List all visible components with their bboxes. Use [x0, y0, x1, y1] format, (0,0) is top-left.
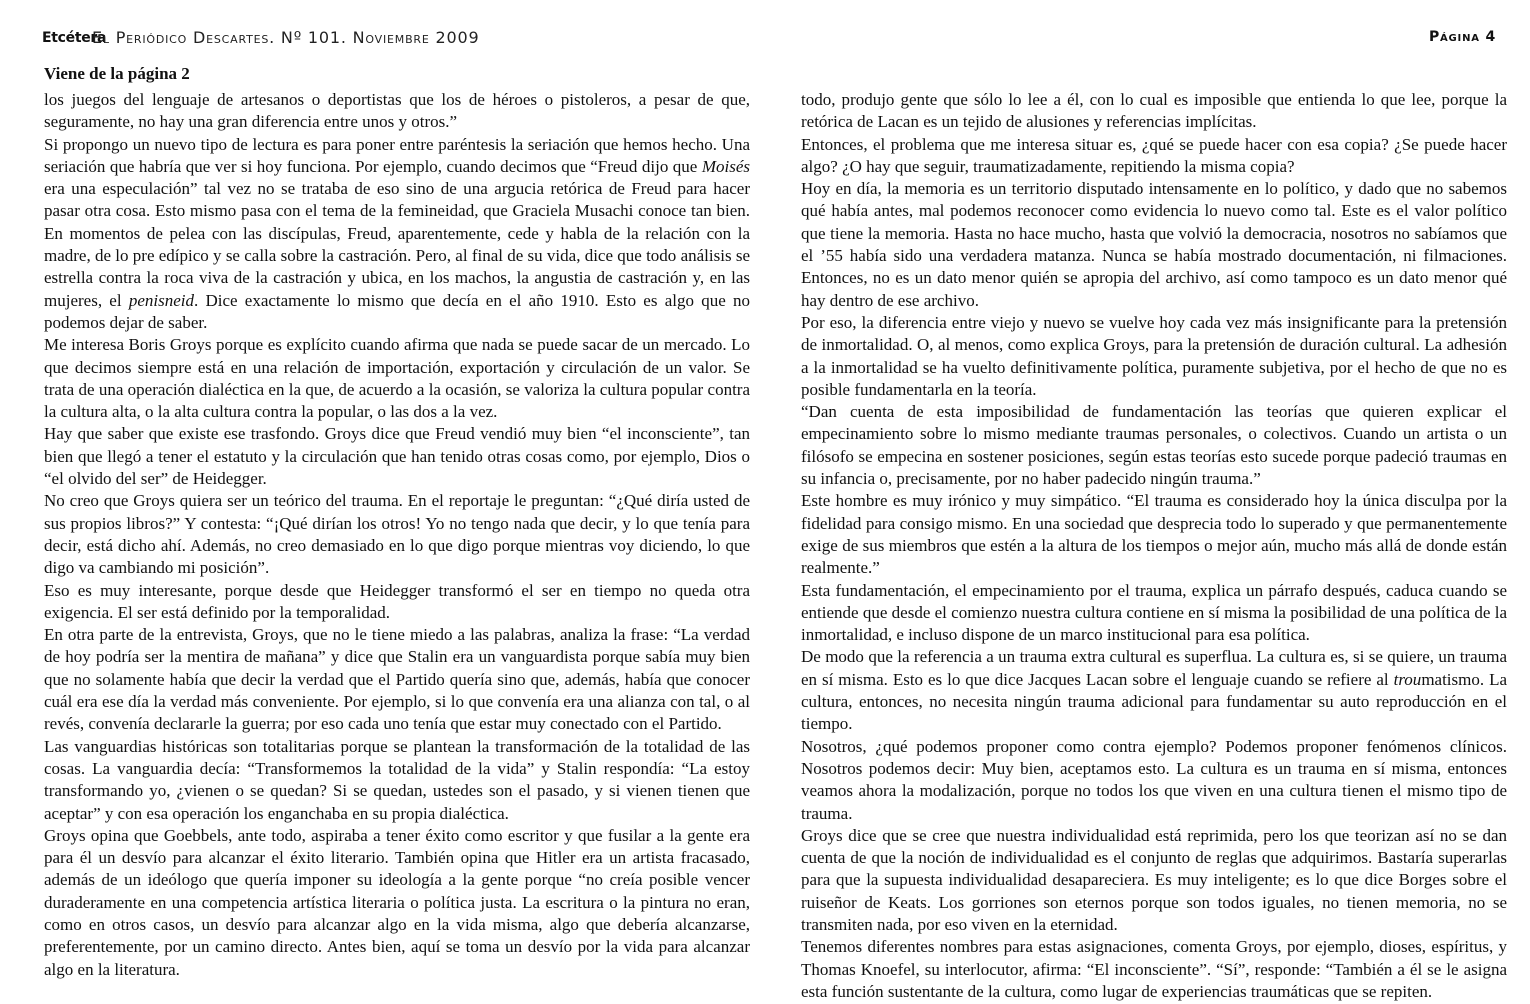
italic-text: trou	[1393, 669, 1422, 689]
paragraph-text: Esta fundamentación, el empecinamiento por el trauma, explica un párrafo después, caduca cuando se entiende que desde el comienzo nuestra cultura contiene en sí misma la posibilidad de una política de la inmortalidad, e incluso dispone de un marco institucional para esa política.	[801, 580, 1507, 645]
paragraph-text: era una especulación” tal vez no se trataba de eso sino de una argucia retórica de Freud para hacer pasar otra cosa. Esto mismo pasa con el tema de la femineidad, que Graciela Musachi conoce tan bien. En momentos de pelea con las discípulas, Freud, aparentemente, cede y habla de la relación con la madre, de lo pre edípico y se calla sobre la castración. Pero, al final de su vida, dice que todo análisis se estrella contra la roca viva de la castración y ubica, en los machos, la angustia de castración y, en las mujeres, el	[44, 179, 750, 310]
paragraph	[801, 134, 1507, 179]
paragraph	[44, 736, 750, 825]
paragraph-text: Hoy en día, la memoria es un territorio disputado intensamente en lo político, y dado que no sabemos qué había antes, mal podemos reconocer como evidencia lo nuevo como tal. Este es el valor político que tiene la memoria. Hasta no hace mucho, hasta que volvió la democracia, nosotros no sabíamos que el ’55 había sido una verdadera matanza. Nunca se había mostrado documentación, ni filmaciones. Entonces, no es un dato menor quién se apropia del archivo, así como tampoco es un dato menor qué hay dentro de ese archivo.	[801, 179, 1507, 310]
paragraph	[801, 401, 1507, 490]
paragraph	[44, 334, 750, 423]
paragraph-text: Groys opina que Goebbels, ante todo, aspiraba a tener éxito como escritor y que fusilar a la gente era para él un desvío para alcanzar el éxito literario. También opina que Hitler era un artista fracasado, además de un ideólogo que quería imponer su ideología a la gente porque “no creía posible vencer duraderamente en una competencia artística literaria o política justa. La escritura o la pintura no eran, como en otros casos, un desvío para alcanzar algo en la vida misma, algo que debería alcanzarse, preferentemente, por un camino directo. Antes bien, aquí se toma un desvío por la vida para alcanzar algo en la literatura.	[44, 825, 750, 979]
paragraph-text: “Dan cuenta de esta imposibilidad de fundamentación las teorías que quieren explicar el empecinamiento sobre lo mismo mediante traumas personales, o colectivos. Cuando un artista o un filósofo se empecina en sostener posiciones, según estas teorías esto sucede porque padeció traumas en su infancia o, precisamente, por no haber padecido ningún trauma.”	[801, 402, 1507, 489]
paragraph	[801, 936, 1507, 1003]
paragraph	[44, 825, 750, 981]
continued-from-heading: Viene de la página 2	[44, 64, 190, 83]
brand-logo: Etcétera	[42, 30, 107, 46]
paragraph	[801, 490, 1507, 579]
paragraph	[801, 825, 1507, 936]
page-header	[40, 28, 1498, 50]
paragraph	[801, 736, 1507, 825]
issue-info: El Periódico Descartes. Nº 101. Noviembre 2009	[92, 28, 480, 47]
paragraph-text: Por eso, la diferencia entre viejo y nuevo se vuelve hoy cada vez más insignificante para la pretensión de inmortalidad. O, al menos, como explica Groys, para la pretensión de duración cultural. La adhesión a la inmortalidad se ha vuelto definitivamente política, puramente subjetiva, por el hecho de que no es posible fundamentarla en la teoría.	[801, 312, 1507, 399]
paragraph-text: Tenemos diferentes nombres para estas asignaciones, comenta Groys, por ejemplo, dioses, espíritus, y Thomas Knoefel, su interlocutor, afirma: “El inconsciente”. “Sí”, responde: “También a él se le asigna esta función sustentante de la cultura, como lugar de experiencias traumáticas que se repiten.	[801, 937, 1507, 1001]
paragraph-text: Este hombre es muy irónico y muy simpático. “El trauma es considerado hoy la única disculpa por la fidelidad para consigo mismo. En una sociedad que desprecia todo lo superado y que permanentemente exige de sus miembros que estén a la altura de los tiempos o mejor aún, mucho más allá de donde están realmente.”	[801, 491, 1507, 578]
paragraph-text: Entonces, el problema que me interesa situar es, ¿qué se puede hacer con esa copia? ¿Se puede hacer algo? ¿O hay que seguir, traumatizadamente, repitiendo la misma copia?	[801, 134, 1507, 176]
paragraph-text: No creo que Groys quiera ser un teórico del trauma. En el reportaje le preguntan: “¿Qué diría usted de sus propios libros?” Y contesta: “¡Qué dirían los otros! Yo no tengo nada que decir, y lo que tenía para decir, está dicho ahí. Además, no creo demasiado en lo que digo porque mientras voy diciendo, lo que digo va cambiando mi posición”.	[44, 491, 750, 578]
paragraph	[44, 490, 750, 579]
paragraph	[44, 89, 750, 134]
paragraph-text: De modo que la referencia a un trauma extra cultural es superflua. La cultura es, si se quiere, un trauma en sí misma. Esto es lo que dice Jacques Lacan sobre el lenguaje cuando se refiere al	[801, 647, 1507, 689]
paragraph-text: Eso es muy interesante, porque desde que Heidegger transformó el ser en tiempo no queda otra exigencia. El ser está definido por la temporalidad.	[44, 580, 750, 622]
page-number: Página 4	[1428, 29, 1496, 45]
paragraph-text: . Dice exactamente lo mismo que decía en el año 1910. Esto es algo que no podemos dejar de saber.	[44, 290, 750, 332]
paragraph	[801, 178, 1507, 312]
italic-text: penisneid	[128, 290, 194, 310]
paragraph	[44, 423, 750, 490]
paragraph	[801, 580, 1507, 647]
paragraph	[44, 580, 750, 625]
paragraph-text: Me interesa Boris Groys porque es explícito cuando afirma que nada se puede sacar de un mercado. Lo que decimos siempre está en una relación de importación, exportación y circulación de un valor. Se trata de una operación dialéctica en la que, de acuerdo a la ocasión, se valoriza la cultura popular contra la cultura alta, o la alta cultura contra la popular, o las dos a la vez.	[44, 335, 750, 422]
paragraph	[44, 624, 750, 735]
italic-text: Moisés	[701, 156, 750, 176]
paragraph-text: Nosotros, ¿qué podemos proponer como contra ejemplo? Podemos proponer fenómenos clínicos. Nosotros podemos decir: Muy bien, aceptamos esto. La cultura es un trauma en sí misma, entonces veamos ahora la modalización, porque no todos los que viven en una cultura tienen el mismo tipo de trauma.	[801, 736, 1507, 823]
paragraph	[801, 89, 1507, 134]
paragraph-text: Las vanguardias históricas son totalitarias porque se plantean la transformación de la totalidad de las cosas. La vanguardia decía: “Transformemos la totalidad de la vida” y Stalin respondía: “La estoy transformando yo, ¿vienen o se quedan? Si se quedan, ustedes son el pasado, y si vienen tienen que aceptar” y con esa operación los enganchaba en su propia dialéctica.	[44, 736, 750, 823]
paragraph-text: Hay que saber que existe ese trasfondo. Groys dice que Freud vendió muy bien “el inconsciente”, tan bien que llegó a tener el estatuto y la circulación que han tenido otras cosas como, por ejemplo, Dios o “el olvido del ser” de Heidegger.	[44, 424, 750, 489]
paragraph-text: Si propongo un nuevo tipo de lectura es para poner entre paréntesis la seriación que hemos hecho. Una seriación que habría que ver si hoy funciona. Por ejemplo, cuando decimos que “Freud dijo que	[44, 134, 750, 176]
paragraph	[44, 134, 750, 335]
paragraph-text: todo, produjo gente que sólo lo lee a él, con lo cual es imposible que entienda lo que lee, porque la retórica de Lacan es un tejido de alusiones y referencias implícitas.	[801, 90, 1507, 132]
paragraph-text: Groys dice que se cree que nuestra individualidad está reprimida, pero los que teorizan así no se dan cuenta de que la noción de individualidad es el conjunto de reglas que adquirimos. Bastaría superarlas para que la supuesta individualidad desapareciera. Es muy inteligente; es lo que dice Borges sobre el ruiseñor de Keats. Los gorriones son eternos porque son todos iguales, no tienen memoria, no se transmiten nada, por eso viven en la eternidad.	[801, 825, 1507, 934]
paragraph	[801, 312, 1507, 401]
paragraph	[801, 646, 1507, 735]
paragraph-text: matismo. La cultura, entonces, no necesita ningún trauma adicional para fundamentar su auto reproducción en el tiempo.	[801, 669, 1508, 734]
paragraph-text: En otra parte de la entrevista, Groys, que no le tiene miedo a las palabras, analiza la frase: “La verdad de hoy podría ser la mentira de mañana” y dice que Stalin era un vanguardista porque sabía muy bien que no solamente había que decir la verdad que el Partido quería sino que, además, había que conocer cuál era ese día la verdad más conveniente. Por ejemplo, si lo que convenía era una alianza con tal, o al revés, convenía declararle la guerra; por eso cada uno tenía que estar muy conectado con el Partido.	[44, 625, 750, 734]
left-column	[44, 89, 750, 981]
paragraph-text: los juegos del lenguaje de artesanos o deportistas que los de héroes o pistoleros, a pesar de que, seguramente, no hay una gran diferencia entre unos y otros.”	[44, 90, 750, 132]
right-column	[801, 89, 1507, 1003]
